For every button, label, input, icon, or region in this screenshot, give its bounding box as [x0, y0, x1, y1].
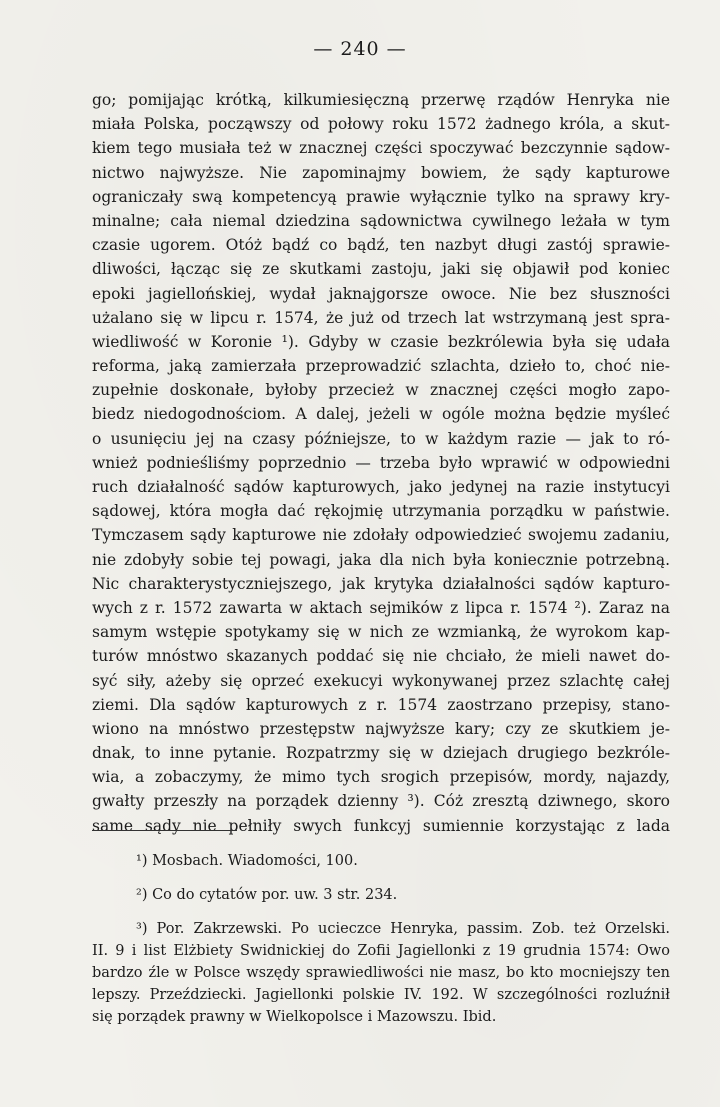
text-line: czasie ugorem. Otóż bądź co bądź, ten nazbyt długi zastój sprawie-: [92, 236, 670, 255]
footnote-3-line: się porządek prawny w Wielkopolsce i Mazowszu. Ibid.: [92, 1009, 497, 1025]
text-line: biedz niedogodnościom. A dalej, jeżeli w ogóle można będzie myśleć: [92, 405, 670, 424]
text-line: użalano się w lipcu r. 1574, że już od trzech lat wstrzymaną jest spra-: [92, 308, 670, 327]
text-line: dnak, to inne pytanie. Rozpatrzmy się w dziejach drugiego bezkróle-: [92, 744, 670, 763]
text-line: epoki jagiellońskiej, wydał jaknajgorsze owoce. Nie bez słuszności: [92, 284, 670, 303]
page-number: — 240 —: [313, 38, 407, 60]
text-line: Tymczasem sądy kapturowe nie zdołały odpowiedzieć swojemu zadaniu,: [92, 526, 670, 545]
footnote-divider: [92, 830, 237, 831]
text-line: sądowej, która mogła dać rękojmię utrzymania porządku w państwie.: [92, 502, 670, 521]
text-line: nie zdobyły sobie tej powagi, jaka dla nich była koniecznie potrzebną.: [92, 550, 670, 569]
text-line: ziemi. Dla sądów kapturowych z r. 1574 zaostrzano przepisy, stano-: [92, 695, 670, 714]
text-line: gwałty przeszły na porządek dzienny ³). Cóż zresztą dziwnego, skoro: [92, 792, 670, 811]
text-line: dliwości, łącząc się ze skutkami zastoju, jaki się objawił pod koniec: [92, 260, 670, 279]
text-line: o usunięciu jej na czasy późniejsze, to w każdym razie — jak to ró-: [92, 429, 670, 448]
footnote-3-line: ³) Por. Zakrzewski. Po ucieczce Henryka, passim. Zob. też Orzelski.: [136, 921, 670, 937]
footnote-3-line: II. 9 i list Elżbiety Swidnickiej do Zofii Jagiellonki z 19 grudnia 1574: Owo: [92, 943, 670, 959]
body-text: [92, 88, 670, 838]
text-line: wych z r. 1572 zawarta w aktach sejmików z lipca r. 1574 ²). Zaraz na: [92, 598, 670, 617]
text-line: Nic charakterystyczniejszego, jak krytyka działalności sądów kapturo-: [92, 574, 670, 593]
text-line: samym wstępie spotykamy się w nich ze wzmianką, że wyrokom kap-: [92, 623, 670, 642]
footnotes: [92, 850, 670, 1028]
text-line: ograniczały swą kompetencyą prawie wyłącznie tylko na sprawy kry-: [92, 187, 670, 206]
text-line: wiono na mnóstwo przestępstw najwyższe kary; czy ze skutkiem je-: [92, 719, 670, 738]
text-line: wnież podnieśliśmy poprzednio — trzeba było wprawić w odpowiedni: [92, 453, 670, 472]
text-line: nictwo najwyższe. Nie zapominajmy bowiem, że sądy kapturowe: [92, 163, 670, 182]
text-line: turów mnóstwo skazanych poddać się nie chciało, że mieli nawet do-: [92, 647, 670, 666]
text-line: syć siły, ażeby się oprzeć exekucyi wykonywanej przez szlachtę całej: [92, 671, 670, 690]
text-line: kiem tego musiała też w znacznej części spoczywać bezczynnie sądow-: [92, 139, 670, 158]
text-line: minalne; cała niemal dziedzina sądownictwa cywilnego leżała w tym: [92, 211, 670, 230]
footnote-3-line: lepszy. Przeździecki. Jagiellonki polskie IV. 192. W szczególności rozluźnił: [92, 987, 670, 1003]
text-line: wiedliwość w Koronie ¹). Gdyby w czasie bezkrólewia była się udała: [92, 332, 670, 351]
footnote-3-line: bardzo źle w Polsce wszędy sprawiedliwości nie masz, bo kto mocniejszy ten: [92, 965, 670, 981]
text-line: go; pomijając krótką, kilkumiesięczną przerwę rządów Henryka nie: [92, 91, 670, 109]
text-line: ruch działalność sądów kapturowych, jako jedynej na razie instytucyi: [92, 478, 670, 496]
footnote-2: ²) Co do cytatów por. uw. 3 str. 234.: [136, 887, 398, 903]
footnote-1: ¹) Mosbach. Wiadomości, 100.: [136, 853, 358, 869]
text-line: wia, a zobaczymy, że mimo tych srogich przepisów, mordy, najazdy,: [92, 768, 670, 787]
text-line: same sądy nie pełniły swych funkcyj sumiennie korzystając z lada: [92, 816, 670, 835]
text-line: miała Polska, począwszy od połowy roku 1572 żadnego króla, a skut-: [92, 115, 670, 134]
text-line: reforma, jaką zamierzała przeprowadzić szlachta, dzieło to, choć nie-: [92, 357, 670, 376]
text-line: zupełnie doskonałe, byłoby przecież w znacznej części mogło zapo-: [92, 381, 670, 400]
